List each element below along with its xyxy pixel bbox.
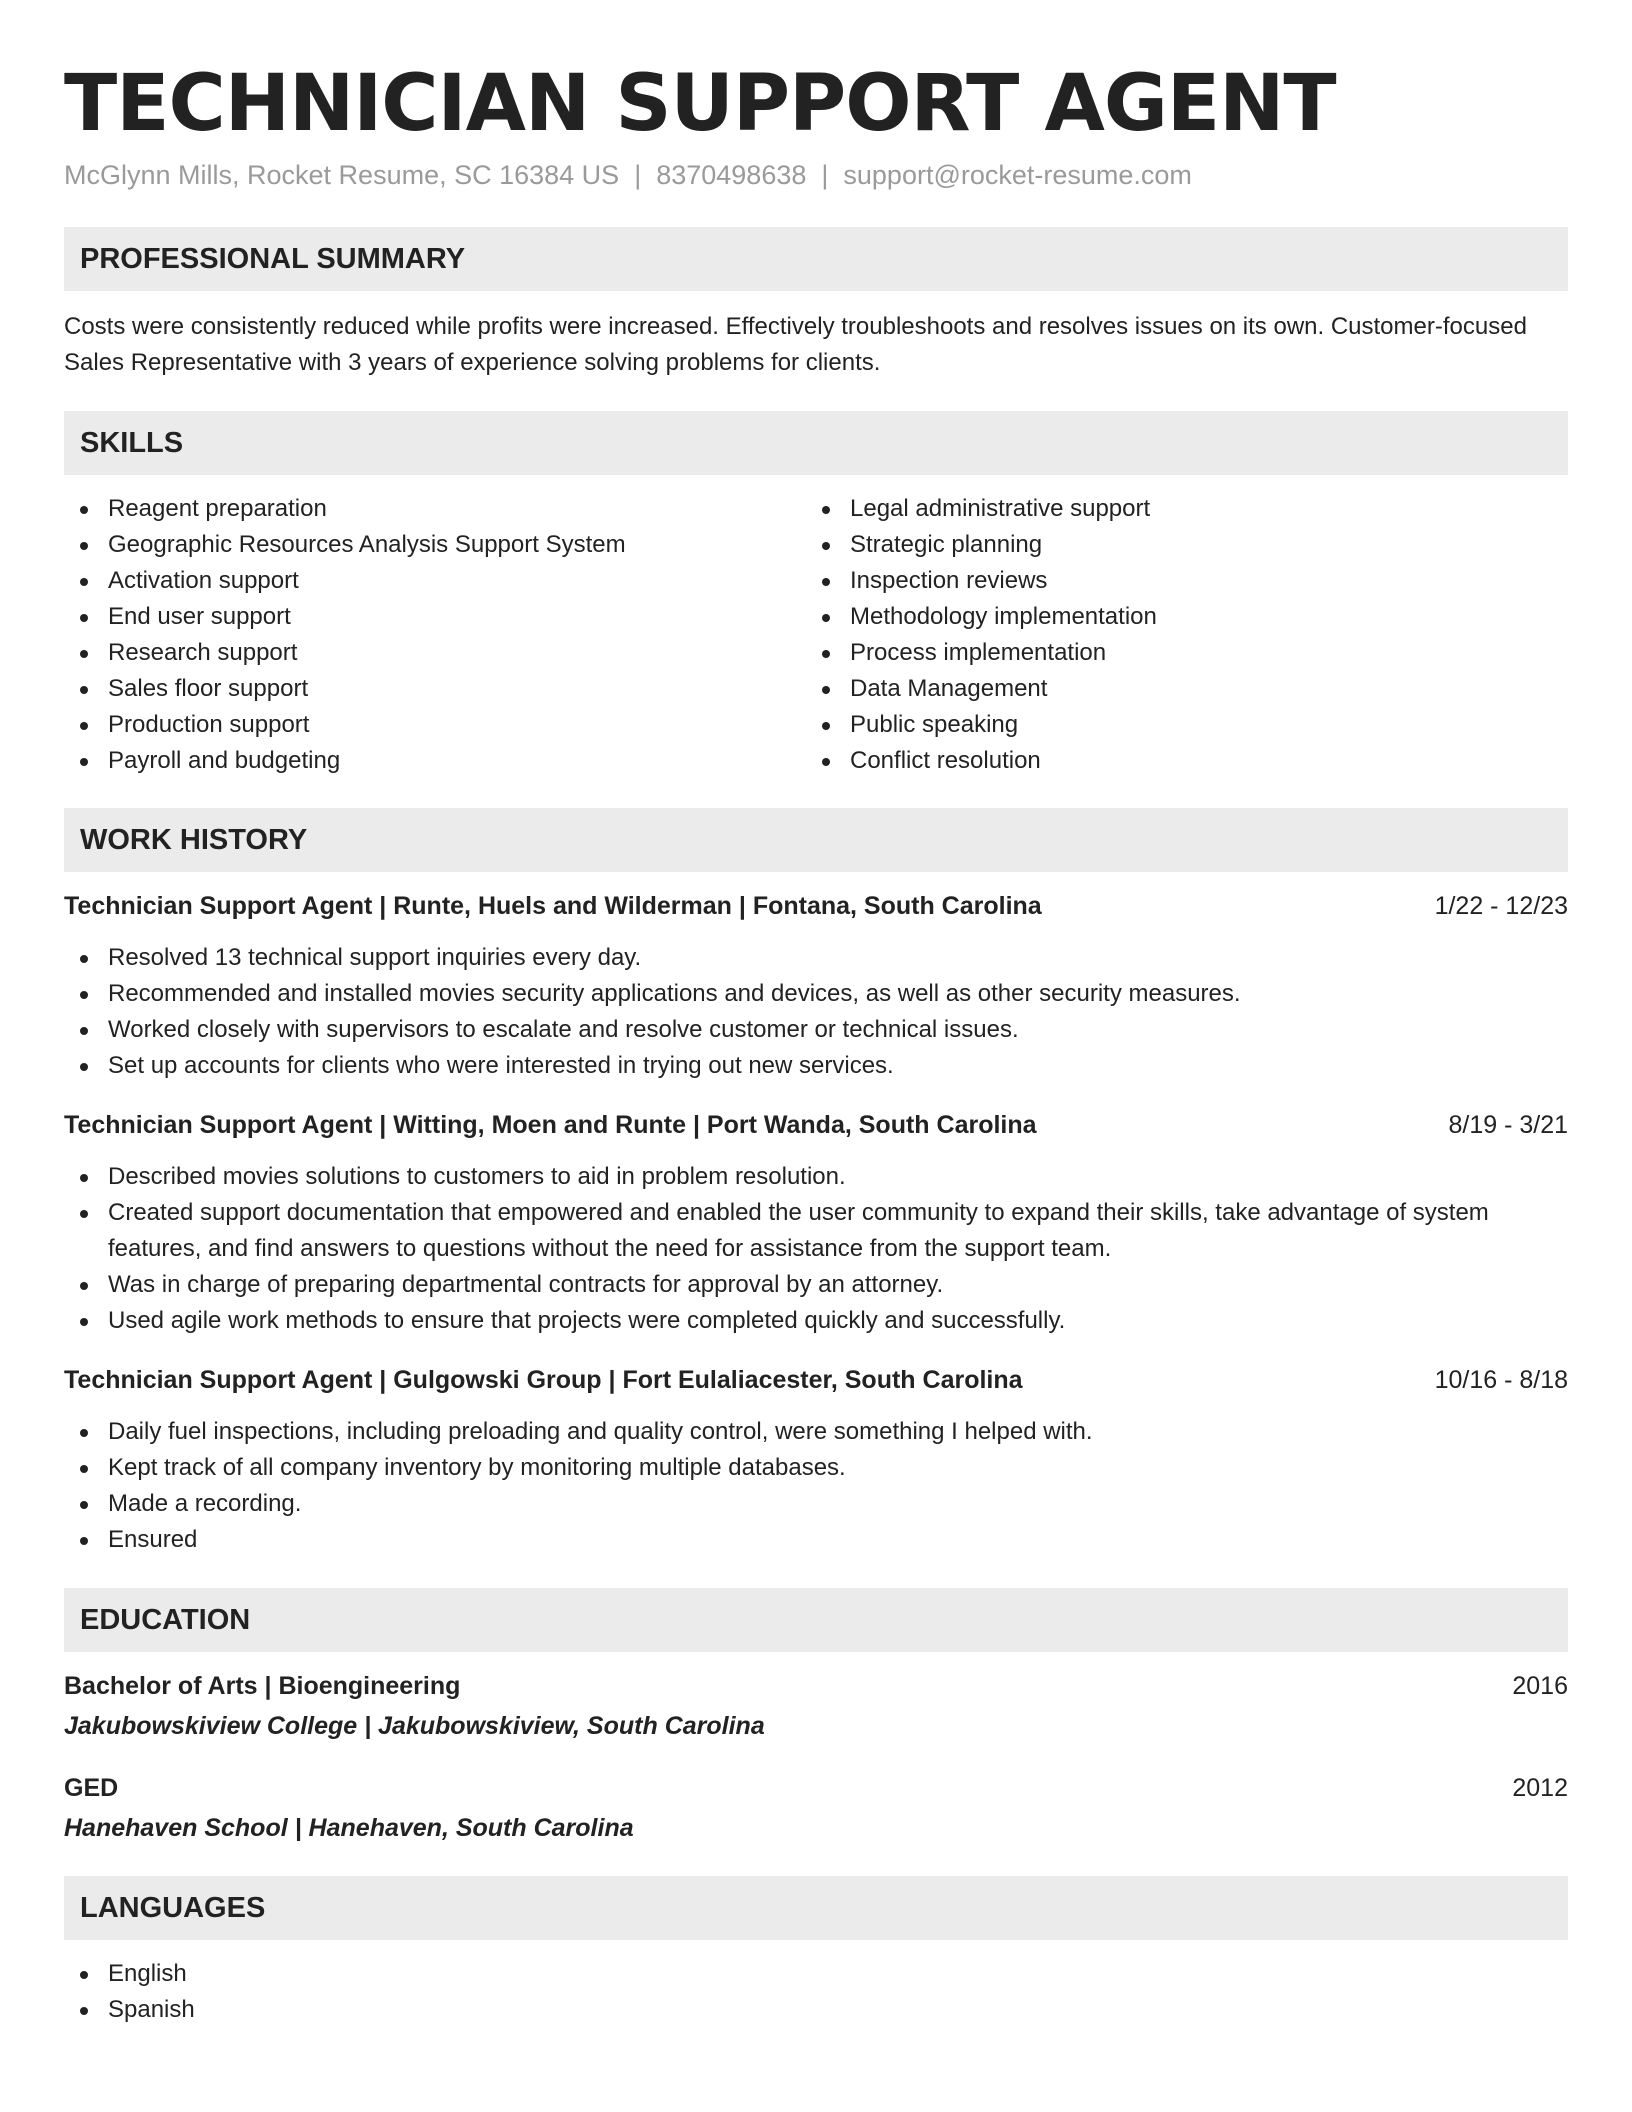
contact-separator: |	[821, 160, 829, 190]
job-duties	[64, 1414, 1568, 1558]
school-name: Jakubowskiview College | Jakubowskiview, South Carolina	[64, 1712, 765, 1740]
contact-line	[64, 158, 1568, 192]
job-duties	[64, 940, 1568, 1084]
job-entry	[64, 1362, 1568, 1558]
job-title: Technician Support Agent | Runte, Huels and Wilderman | Fontana, South Carolina	[64, 892, 1042, 920]
job-header	[64, 888, 1568, 924]
job-title: Technician Support Agent | Gulgowski Group | Fort Eulaliacester, South Carolina	[64, 1366, 1023, 1394]
contact-separator: |	[634, 160, 642, 190]
contact-email: support@rocket-resume.com	[843, 160, 1192, 190]
skill-item: Process implementation	[806, 635, 1548, 671]
job-duty: Made a recording.	[64, 1486, 1568, 1522]
language-item: Spanish	[64, 1992, 1568, 2028]
education-entry	[64, 1668, 1568, 1744]
degree: Bachelor of Arts | Bioengineering	[64, 1672, 461, 1700]
job-duty: Worked closely with supervisors to escalate and resolve customer or technical issues.	[64, 1012, 1568, 1048]
skills-list	[64, 491, 1568, 779]
skill-item: Public speaking	[806, 707, 1548, 743]
job-header	[64, 1362, 1568, 1398]
education-header	[64, 1668, 1568, 1704]
resume-page	[64, 58, 1568, 2028]
skills-column-left	[64, 491, 806, 779]
skill-item: Legal administrative support	[806, 491, 1548, 527]
skill-item: Sales floor support	[64, 671, 806, 707]
work-history-heading: WORK HISTORY	[64, 808, 1568, 872]
job-duty: Kept track of all company inventory by monitoring multiple databases.	[64, 1450, 1568, 1486]
language-item: English	[64, 1956, 1568, 1992]
job-duty: Daily fuel inspections, including preloading and quality control, were something I helped with.	[64, 1414, 1568, 1450]
job-duties	[64, 1159, 1568, 1339]
skill-item: Production support	[64, 707, 806, 743]
skill-item: Inspection reviews	[806, 563, 1548, 599]
job-duty: Recommended and installed movies security applications and devices, as well as other security measures.	[64, 976, 1568, 1012]
skill-item: Research support	[64, 635, 806, 671]
skill-item: Reagent preparation	[64, 491, 806, 527]
job-duty: Was in charge of preparing departmental contracts for approval by an attorney.	[64, 1267, 1568, 1303]
skill-item: Payroll and budgeting	[64, 743, 806, 779]
skill-item: Methodology implementation	[806, 599, 1548, 635]
job-header	[64, 1107, 1568, 1143]
skills-column-right	[806, 491, 1548, 779]
education-entry	[64, 1770, 1568, 1846]
education-header	[64, 1770, 1568, 1806]
resume-title: TECHNICIAN SUPPORT AGENT	[64, 59, 1336, 149]
skill-item: Strategic planning	[806, 527, 1548, 563]
skill-item: Data Management	[806, 671, 1548, 707]
contact-phone: 8370498638	[656, 160, 807, 190]
job-dates: 8/19 - 3/21	[1448, 1111, 1568, 1139]
job-dates: 10/16 - 8/18	[1434, 1366, 1568, 1394]
graduation-year: 2016	[1512, 1672, 1568, 1700]
skill-item: Activation support	[64, 563, 806, 599]
job-duty: Described movies solutions to customers to aid in problem resolution.	[64, 1159, 1568, 1195]
skill-item: Geographic Resources Analysis Support System	[64, 527, 806, 563]
job-duty: Set up accounts for clients who were interested in trying out new services.	[64, 1048, 1568, 1084]
job-duty: Resolved 13 technical support inquiries every day.	[64, 940, 1568, 976]
graduation-year: 2012	[1512, 1774, 1568, 1802]
contact-address: McGlynn Mills, Rocket Resume, SC 16384 US	[64, 160, 620, 190]
summary-heading: PROFESSIONAL SUMMARY	[64, 227, 1568, 291]
skill-item: Conflict resolution	[806, 743, 1548, 779]
job-duty: Used agile work methods to ensure that projects were completed quickly and successfully.	[64, 1303, 1568, 1339]
education-heading: EDUCATION	[64, 1588, 1568, 1652]
skill-item: End user support	[64, 599, 806, 635]
job-duty: Created support documentation that empowered and enabled the user community to expand their skills, take advantage of system features, and find answers to questions without the need for assistance from the support team.	[64, 1195, 1568, 1267]
job-entry	[64, 888, 1568, 1084]
languages-list	[64, 1956, 1568, 2028]
job-title: Technician Support Agent | Witting, Moen and Runte | Port Wanda, South Carolina	[64, 1111, 1037, 1139]
skills-heading: SKILLS	[64, 411, 1568, 475]
job-duty: Ensured	[64, 1522, 1568, 1558]
school-name: Hanehaven School | Hanehaven, South Carolina	[64, 1814, 634, 1842]
summary-text: Costs were consistently reduced while profits were increased. Effectively troubleshoots and resolves issues on its own. Customer-focused Sales Representative with 3 years of experience solving problems for clients.	[64, 313, 1527, 376]
degree: GED	[64, 1774, 119, 1802]
job-entry	[64, 1107, 1568, 1339]
job-dates: 1/22 - 12/23	[1434, 892, 1568, 920]
languages-heading: LANGUAGES	[64, 1876, 1568, 1940]
